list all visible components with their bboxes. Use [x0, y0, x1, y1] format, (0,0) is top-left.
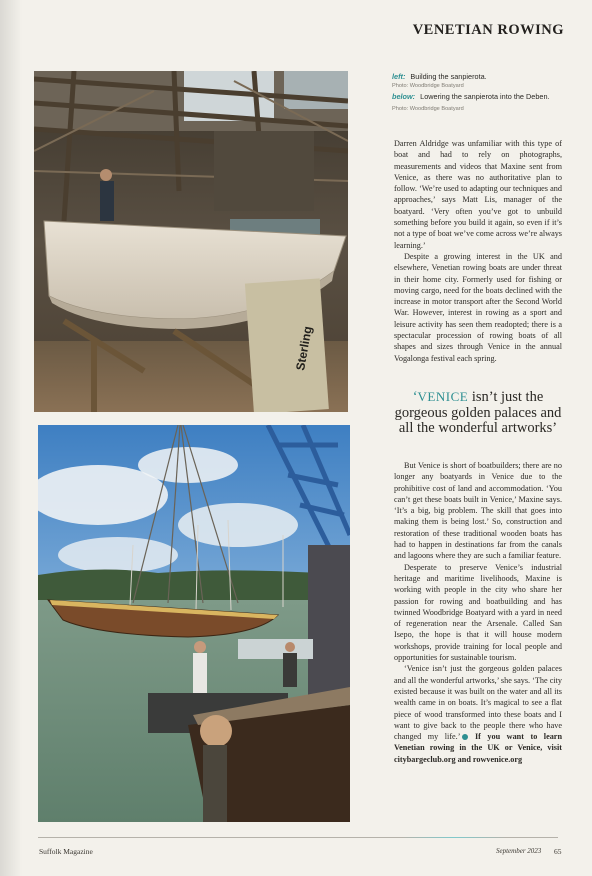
caption-left-key: left: [392, 72, 406, 81]
pull-quote-text: isn’t just the gorgeous golden palaces and all the wonderful artworks’ [394, 389, 562, 436]
photo-captions [392, 71, 564, 114]
svg-text:Sterling: Sterling [293, 325, 315, 372]
page-number: 65 [554, 847, 562, 856]
pull-quote-venice: VENICE [417, 389, 469, 404]
article-paragraph: But Venice is short of boatbuilders; there are no longer any boatyards in Venice due to the prohibitive cost of land and accommodation. ‘You can’t get these boats built in Venice,’ Maxine says. ‘It’s a big, big problem. The skill that goes into making them is being lost.’ So, construction and restoration of these traditional wooden boats has had to happen in destinations far from the canals and lagoons where they are such a familiar feature. [394, 461, 562, 561]
caption-left-text: Building the sanpierota. [410, 72, 487, 81]
article-column-top [394, 138, 562, 364]
closing-text: ‘Venice isn’t just the gorgeous golden palaces and all the wonderful artworks,’ she says. ‘The city existed because it was built on the water and all its wealth came in on boats. It’s magical to see a flat piece of wood transformed into these boats and I want to give back to the people there who have changed my life.’ [394, 664, 562, 742]
article-paragraph: Despite a growing interest in the UK and elsewhere, Venetian rowing boats are under threat in their home city. Formerly used for fishing or moving cargo, need for the boats declined with the increase in motor transport after the Second World War. However, interest in rowing as a sport and leisure activity has seen them readopted; there is a spectacular procession of rowing boats of all shapes and sizes through Venice in the annual Vogalonga festival each spring. [394, 251, 562, 363]
caption-below-text: Lowering the sanpierota into the Deben. [420, 92, 550, 101]
pull-quote-open: ‘ [412, 389, 418, 405]
boatbuilding-photo [34, 71, 348, 412]
section-title: VENETIAN ROWING [412, 22, 564, 38]
pull-quote [394, 389, 562, 437]
call-to-action: If you want to learn Venetian rowing in the UK or Venice, visit citybargeclub.org and rowvenice.org [394, 732, 562, 764]
issue-date: September 2023 [496, 847, 542, 855]
article-paragraph: Darren Aldridge was unfamiliar with this type of boat and had to rely on photographs, measurements and videos that Maxine sent from Venice, as there was no authoritative plan to follow. ‘We’re used to adapting our techniques and approaches,’ says Matt Lis, manager of the boatyard. ‘Very often you’ve got to unbuild something before you build it again, so even if it’s not a type of boat we’ve come across we’re always learning.’ [394, 139, 562, 250]
caption-left-credit: Photo: Woodbridge Boatyard [392, 83, 464, 89]
article-column-bottom [394, 460, 562, 765]
article-paragraph: Desperate to preserve Venice’s industrial heritage and maritime livelihoods, Maxine is working with people in the city who share her passion for rowing and boatbuilding and has twinned Woodbridge Boatyard with a yard in need of regeneration near the Arsenale. Called San Isepo, the hope is that it will house modern workshops, provide training for local people and opportunities for sustainable tourism. [394, 562, 562, 663]
caption-left [392, 71, 564, 82]
lowering-boat-photo [38, 425, 350, 822]
caption-below-key: below: [392, 92, 416, 101]
footer-rule [38, 837, 558, 838]
end-mark-icon [462, 734, 468, 740]
article-paragraph-closing [394, 663, 562, 765]
caption-below-credit: Photo: Woodbridge Boatyard [392, 106, 464, 112]
magazine-name: Suffolk Magazine [39, 847, 93, 856]
caption-below [392, 91, 564, 114]
